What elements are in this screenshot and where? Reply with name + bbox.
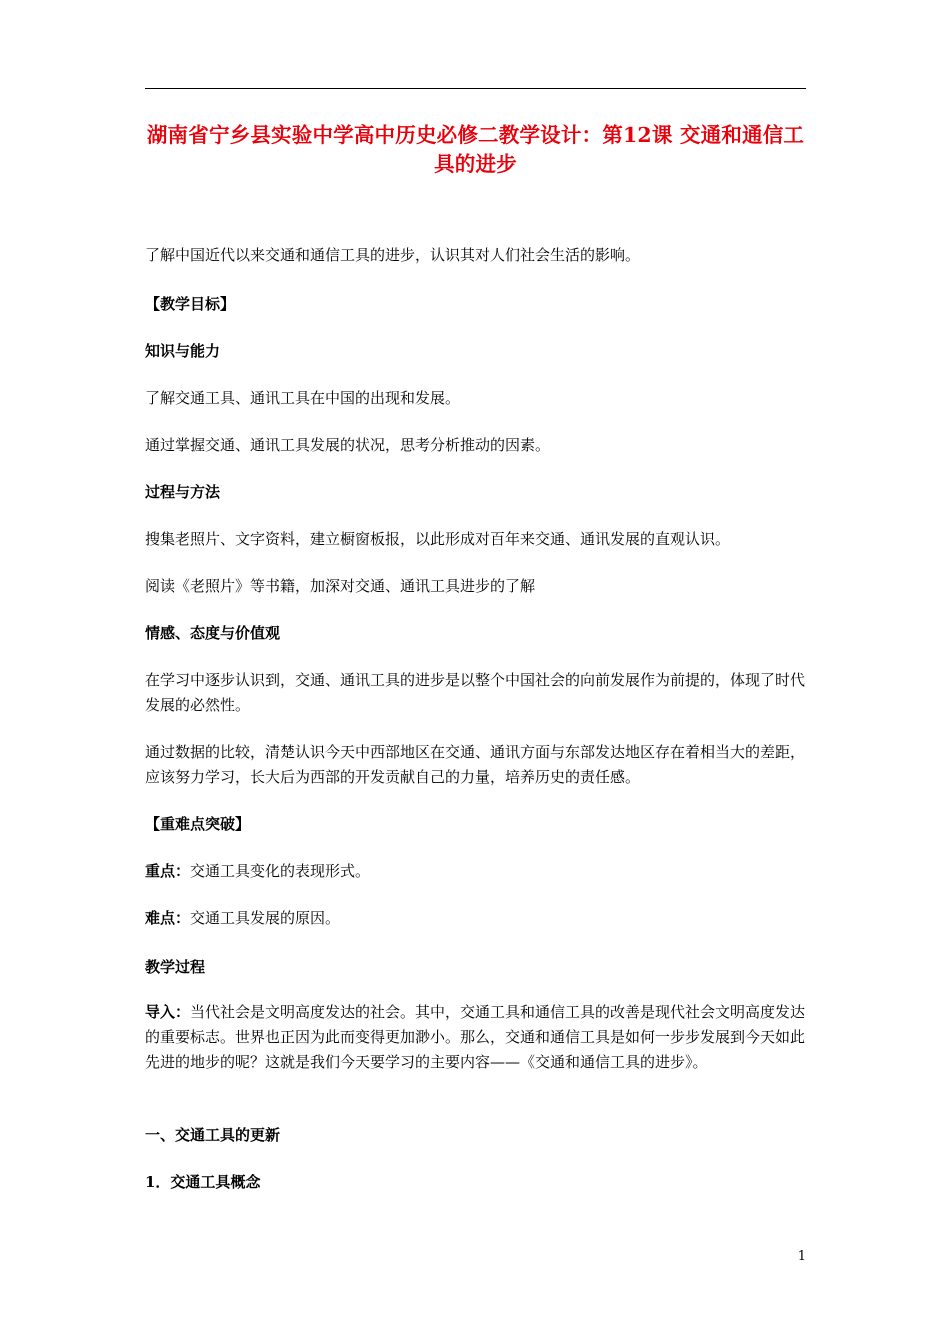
process-item-1: 搜集老照片、文字资料，建立橱窗板报，以此形成对百年来交通、通讯发展的直观认识。 [145,530,731,548]
header-rule [145,88,806,89]
difficult-point-text: 交通工具发展的原因。 [190,909,341,927]
emotion-paragraph-2: 通过数据的比较，清楚认识今天中西部地区在交通、通讯方面与东部发达地区存在着相当大的差距，应该努力学习，长大后为西部的开发贡献自己的力量，培养历史的责任感。 [145,743,806,786]
process-heading: 过程与方法 [145,483,221,501]
document-title: 湖南省宁乡县实验中学高中历史必修二教学设计：第12课 交通和通信工具的进步 [146,123,805,176]
difficult-point-label: 难点： [145,909,191,927]
emotion-heading: 情感、态度与价值观 [145,624,281,642]
emotion-paragraph-1: 在学习中逐步认识到，交通、通讯工具的进步是以整个中国社会的向前发展作为前提的，体现了时代发展的必然性。 [145,671,806,714]
key-point-label: 重点： [145,862,191,880]
intro-text: 了解中国近代以来交通和通信工具的进步，认识其对人们社会生活的影响。 [145,246,641,264]
section-objectives-heading: 【教学目标】 [145,295,236,313]
key-point [145,859,806,884]
item-one-heading: 1．交通工具概念 [145,1173,261,1191]
lead-in-paragraph [145,1000,809,1075]
process-item-2: 阅读《老照片》等书籍，加深对交通、通讯工具进步的了解 [145,577,536,595]
knowledge-item-1: 了解交通工具、通讯工具在中国的出现和发展。 [145,389,461,407]
key-point-text: 交通工具变化的表现形式。 [190,862,371,880]
teaching-process-heading: 教学过程 [145,958,206,976]
lead-in-label: 导入： [145,1003,191,1021]
difficult-point [145,906,806,931]
knowledge-heading: 知识与能力 [145,342,221,360]
knowledge-item-2: 通过掌握交通、通讯工具发展的状况，思考分析推动的因素。 [145,436,551,454]
page-number: 1 [797,1249,806,1264]
lead-in-text: 当代社会是文明高度发达的社会。其中，交通工具和通信工具的改善是现代社会文明高度发达的重要标志。世界也正因为此而变得更加渺小。那么，交通和通信工具是如何一步步发展到今天如此先进的地步的呢？这就是我们今天要学习的主要内容——《交通和通信工具的进步》。 [145,1003,806,1071]
part-one-heading: 一、交通工具的更新 [145,1126,281,1144]
section-keypoints-heading: 【重难点突破】 [145,815,251,833]
